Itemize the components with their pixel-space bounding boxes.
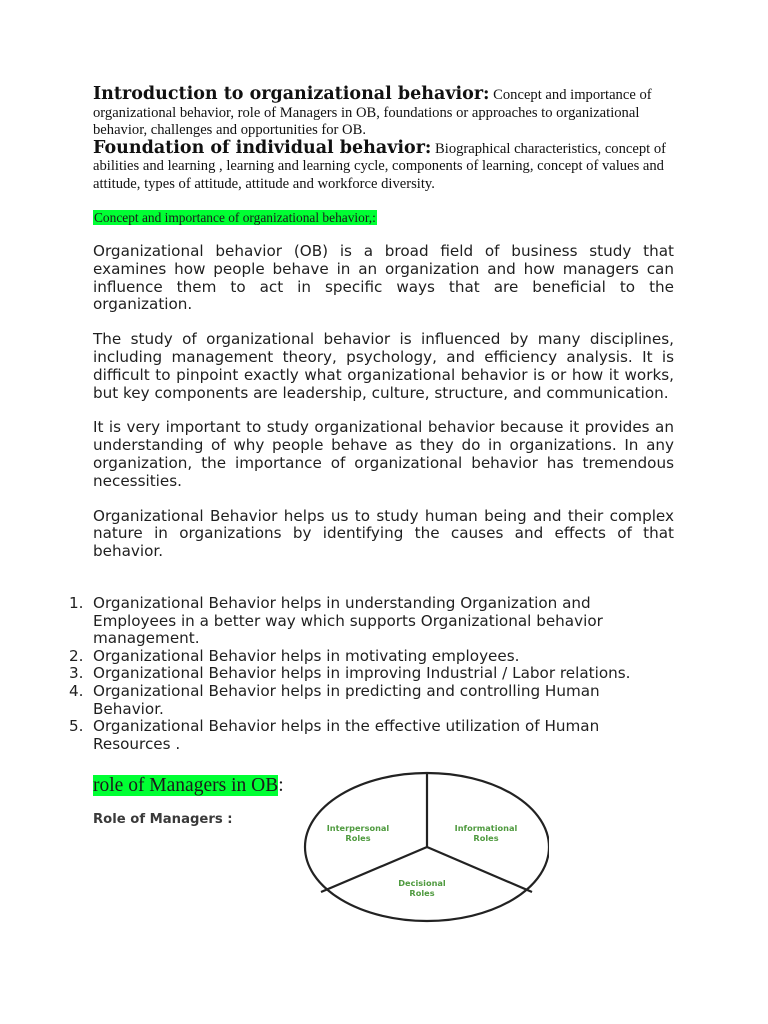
ob-disciplines-paragraph: The study of organizational behavior is influenced by many disciplines, including management theory, psychology, and efficiency analysis. It is difficult to pinpoint exactly what organizational behavior is or how it works, but key components are leadership, culture, structure, and communication. <box>93 330 674 402</box>
manager-roles-diagram <box>289 770 549 930</box>
benefits-list <box>69 593 674 753</box>
list-item: 5. Organizational Behavior helps in the effective utilization of Human Resources . <box>69 717 600 753</box>
role-heading: role of Managers in OB: <box>93 775 284 797</box>
intro-heading: Introduction to organizational behavior: <box>93 84 490 104</box>
intro-paragraph <box>93 86 674 140</box>
ob-study-paragraph: Organizational Behavior helps us to study human being and their complex nature in organizations by identifying the causes and effects of that behavior. <box>93 506 674 561</box>
foundation-heading: Foundation of individual behavior: <box>93 137 432 158</box>
foundation-paragraph <box>93 137 674 194</box>
concept-highlight: Concept and importance of organizational behavior,: <box>94 210 376 225</box>
decisional-label: Decisional <box>398 878 446 888</box>
foundation-topics: Biographical characteristics, concept of abilities and learning , learning and learning cycle, components of learning, concept of values and attitude, types of attitude, attitude and workforce diversity. <box>93 140 667 192</box>
role-heading-highlight: role of Managers in OB <box>93 775 279 797</box>
intro-topics: Concept and importance of organizational behavior, role of Managers in OB, foundations or approaches to organizational behavior, challenges and opportunities for OB. <box>93 87 652 138</box>
roles-circle-diagram <box>289 770 549 930</box>
decisional-label-line2: Roles <box>409 888 435 898</box>
concept-highlight-line <box>93 210 674 226</box>
interpersonal-label-line2: Roles <box>345 833 371 843</box>
list-item: 4. Organizational Behavior helps in predicting and controlling Human Behavior. <box>69 681 600 718</box>
ob-importance-paragraph: It is very important to study organizational behavior because it provides an understanding of why people behave as they do in organizations. In any organization, the importance of organizational behavior has tremendous necessities. <box>93 418 674 490</box>
informational-label-line2: Roles <box>473 833 499 843</box>
intro-block <box>93 86 674 193</box>
ob-definition-paragraph: Organizational behavior (OB) is a broad field of business study that examines how people behave in an organization and how managers can influence them to act in specific ways that are beneficial to the organization. <box>93 242 674 314</box>
list-item: 1. Organizational Behavior helps in understanding Organization and Employees in a better way which supports Organizational behavior management. <box>69 593 603 648</box>
informational-label: Informational <box>454 823 518 833</box>
list-item: 3. Organizational Behavior helps in improving Industrial / Labor relations. <box>69 664 631 683</box>
role-subheading: Role of Managers : <box>93 812 233 828</box>
list-item: 2. Organizational Behavior helps in motivating employees. <box>69 646 520 665</box>
interpersonal-label: Interpersonal <box>326 823 390 833</box>
